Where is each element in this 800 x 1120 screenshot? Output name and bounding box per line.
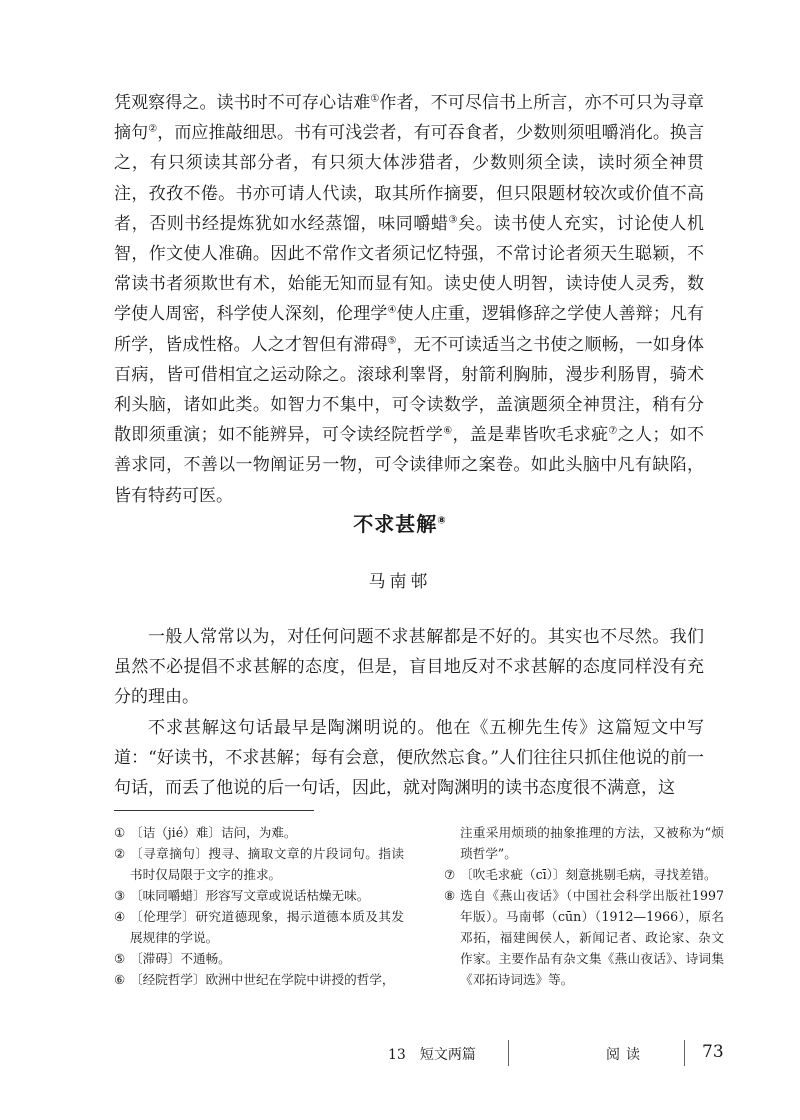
footnote-text: 〔味同嚼蜡〕形容写文章或说话枯燥无味。	[130, 888, 370, 903]
footnote-number: ⑧	[444, 888, 456, 903]
footnote-number: ④	[114, 909, 126, 924]
footnote-item	[114, 969, 404, 990]
body-paragraph-1: 一般人常常以为，对任何问题不求甚解都是不好的。其实也不尽然。我们虽然不必提倡不求甚解的态度，但是，盲目地反对不求甚解的态度同样没有充分的理由。	[114, 627, 704, 708]
article-author: 马南邨	[368, 572, 432, 592]
footnote-ref: ①	[370, 93, 380, 105]
footnote-ref: ④	[387, 304, 397, 316]
footnote-text: 〔吹毛求疵（cī）〕刻意挑剔毛病，寻找差错。	[460, 867, 717, 882]
footer-divider	[684, 1040, 685, 1066]
footnote-item	[114, 885, 404, 906]
footnote-item	[444, 864, 724, 885]
footnote-text: 〔滞碍〕不通畅。	[130, 951, 231, 966]
footnote-item	[114, 948, 404, 969]
footnote-text: 注重采用烦琐的抽象推理的方法，又被称为“烦琐哲学”。	[460, 825, 724, 861]
footnote-number: ⑦	[444, 867, 456, 882]
article-title	[0, 508, 800, 537]
footnote-continuation	[444, 822, 724, 864]
article-title-text: 不求甚解	[353, 512, 438, 536]
footnote-number: ②	[114, 846, 126, 861]
footer-section: 阅读	[606, 1047, 646, 1063]
footer-divider	[508, 1040, 509, 1066]
page-footer	[0, 1040, 800, 1070]
footnote-ref: ⑧	[437, 515, 447, 527]
footnote-ref: ⑥	[443, 425, 453, 437]
footnote-item	[114, 906, 404, 948]
footnotes-left-column	[114, 822, 404, 990]
text-segment: 作者，不可尽信书上所言，亦不可只为寻章摘句	[114, 93, 705, 144]
page-number: 73	[702, 1042, 724, 1062]
second-article-body	[114, 622, 704, 803]
footnote-number: ⑤	[114, 951, 126, 966]
text-segment: 矣。读书使人充实，讨论使人机智，作文使人准确。因此不常作文者须记忆特强，不常讨论者须天生聪颖，不常读书者须欺世有术，始能无知而显有知。读史使人明智，读诗使人灵秀，数学使人周密，科学使人深刻，伦理学	[114, 213, 705, 325]
footnote-number: ③	[114, 888, 126, 903]
footnote-text: 选自《燕山夜话》（中国社会科学出版社1997年版）。马南邨（cūn）（1912—1966），原名邓拓，福建闽侯人，新闻记者、政论家、杂文作家。主要作品有杂文集《燕山夜话》、诗词集《邓拓诗词选》等。	[460, 888, 724, 987]
first-article-paragraph	[114, 88, 704, 511]
first-article-text	[114, 88, 704, 511]
footnote-ref: ⑦	[608, 425, 618, 437]
text-segment: 使人庄重，逻辑修辞之学使人善辩；凡有所学，皆成性格。人之才智但有滞碍	[114, 304, 705, 355]
footnote-ref: ③	[448, 214, 459, 226]
footnote-divider	[114, 810, 314, 811]
footer-chapter: 13 短文两篇	[388, 1047, 476, 1063]
footnote-ref: ⑤	[387, 334, 397, 346]
footnote-text: 〔经院哲学〕欧洲中世纪在学院中讲授的哲学，	[130, 972, 395, 987]
text-segment: 凭观察得之。读书时不可存心诘难	[114, 93, 371, 113]
body-paragraph-2: 不求甚解这句话最早是陶渊明说的。他在《五柳先生传》这篇短文中写道：“好读书，不求甚解；每有会意，便欣然忘食。”人们往往只抓住他说的前一句话，而丢了他说的后一句话，因此，就对陶渊明的读书态度很不满意，这	[114, 717, 704, 799]
text-segment: 之人；如不善求同，不善以一物阐证另一物，可令读律师之案卷。如此头脑中凡有缺陷，皆有特药可医。	[114, 425, 705, 506]
footnote-ref: ②	[148, 123, 158, 135]
text-segment: ，而应推敲细思。书有可浅尝者，有可吞食者，少数则须咀嚼消化。换言之，有只须读其部分者，有只须大体涉猎者，少数则须全读，读时须全神贯注，孜孜不倦。书亦可请人代读，取其所作摘要，但只限题材较次或价值不高者，否则书经提炼犹如水经蒸馏，味同嚼蜡	[114, 123, 705, 234]
footnote-text: 〔寻章摘句〕搜寻、摘取文章的片段词句。指读书时仅局限于文字的推求。	[130, 846, 404, 882]
footnote-text: 〔诘（jié）难〕诘问，为难。	[130, 825, 297, 840]
footnote-number: ①	[114, 825, 126, 840]
footnote-item	[444, 885, 724, 990]
text-segment: ，盖是辈皆吹毛求疵	[452, 425, 609, 446]
footnote-item	[114, 822, 404, 843]
text-segment: ，无不可读适当之书使之顺畅，一如身体百病，皆可借相宜之运动除之。滚球利睾肾，射箭利胸肺，漫步利肠胃，骑术利头脑，诸如此类。如智力不集中，可令读数学，盖演题须全神贯注，稍有分散即须重演；如不能辨异，可令读经院哲学	[114, 334, 705, 446]
footnote-text: 〔伦理学〕研究道德现象，揭示道德本质及其发展规律的学说。	[130, 909, 404, 945]
footnote-number: ⑥	[114, 972, 126, 987]
footnotes-right-column	[444, 822, 724, 990]
footnote-item	[114, 843, 404, 885]
